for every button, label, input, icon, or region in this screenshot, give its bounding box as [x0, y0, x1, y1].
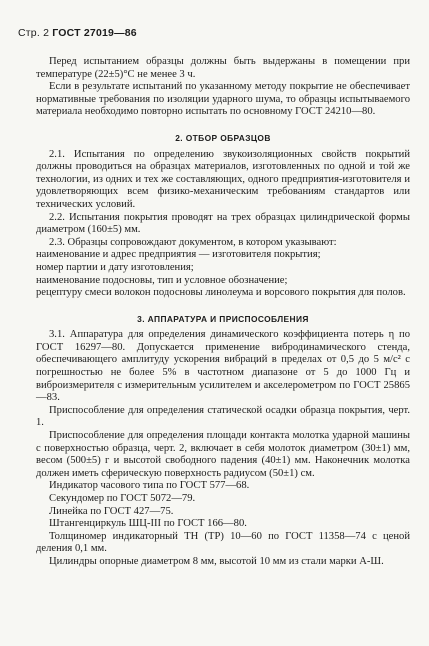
clause-2-2: 2.2. Испытания покрытия проводят на трех образцах цилиндрической формы диаметром (160±5) мм.: [36, 211, 410, 236]
document-body: [36, 56, 410, 569]
equipment-item: Штангенциркуль ШЦ-III по ГОСТ 166—80.: [49, 518, 247, 530]
list-item: номер партии и дату изготовления;: [36, 261, 194, 273]
intro-paragraph-1: Перед испытанием образцы должны быть выдержаны в помещении при температуре (22±5)°C не менее 3 ч.: [36, 56, 410, 80]
section-2-heading: 2. ОТБОР ОБРАЗЦОВ: [175, 132, 271, 143]
list-item: наименование подосновы, тип и условное обозначение;: [36, 274, 288, 286]
section-3-heading: 3. АППАРАТУРА И ПРИСПОСОБЛЕНИЯ: [137, 313, 309, 324]
page-label: Стр. 2: [18, 27, 50, 39]
clause-3-1: 3.1. Аппаратура для определения динамического коэффициента потерь η по ГОСТ 16297—80. Допускается применение вибродинамического стенда, обеспечивающего амплитуду ускорения вибраций в пределах от 0,5 до 5 м/с² с погрешностью не более 5% в частотном диапазоне от 5 до 1000 Гц и виброизмерителя с измерительным усилителем и акселерометром по ГОСТ 25865—83.: [36, 329, 410, 404]
clause-2-3: 2.3. Образцы сопровождают документом, в котором указывают:: [49, 236, 337, 248]
list-item: рецептуру смеси волокон подосновы линолеума и ворсового покрытия для полов.: [36, 287, 406, 299]
equipment-item: Секундомер по ГОСТ 5072—79.: [49, 493, 196, 504]
fixture-paragraph: Приспособление для определения статической осадки образца покрытия, черт. 1.: [36, 404, 410, 429]
page-header: [18, 27, 137, 39]
equipment-item: Толщиномер индикаторный ТН (ТР) 10—60 по ГОСТ 11358—74 с ценой деления 0,1 мм.: [36, 530, 410, 555]
hammer-paragraph: Приспособление для определения площади контакта молотка ударной машины с поверхностью образца, черт. 2, включает в себя молоток диаметром (30±1) мм, весом (500±5) г и высотой свободного падения (40±1) мм. Наконечник молотка должен иметь сферическую поверхность радиусом (50±1) см.: [36, 430, 410, 479]
clause-2-1: 2.1. Испытания по определению звукоизоляционных свойств покрытий должны проводиться на образцах материалов, изготовленных по одной и той же технологии, из одних и тех же составляющих, одного предприятия-изготовителя и удовлетворяющих всем физико-механическим требованиям стандартов или технических условий.: [36, 148, 410, 210]
equipment-item: Линейка по ГОСТ 427—75.: [49, 505, 174, 517]
intro-paragraph-2: Если в результате испытаний по указанному методу покрытие не обеспечивает нормативные требования по изоляции ударного шума, то образцы испытываемого материала необходимо повторно испытать по основному ГОСТ 24210—80.: [36, 81, 410, 118]
equipment-item: Цилиндры опорные диаметром 8 мм, высотой 10 мм из стали марки А-Ш.: [49, 555, 384, 567]
list-item: наименование и адрес предприятия — изготовителя покрытия;: [36, 249, 321, 261]
equipment-item: Индикатор часового типа по ГОСТ 577—68.: [49, 480, 250, 492]
standard-number: ГОСТ 27019—86: [52, 27, 137, 39]
